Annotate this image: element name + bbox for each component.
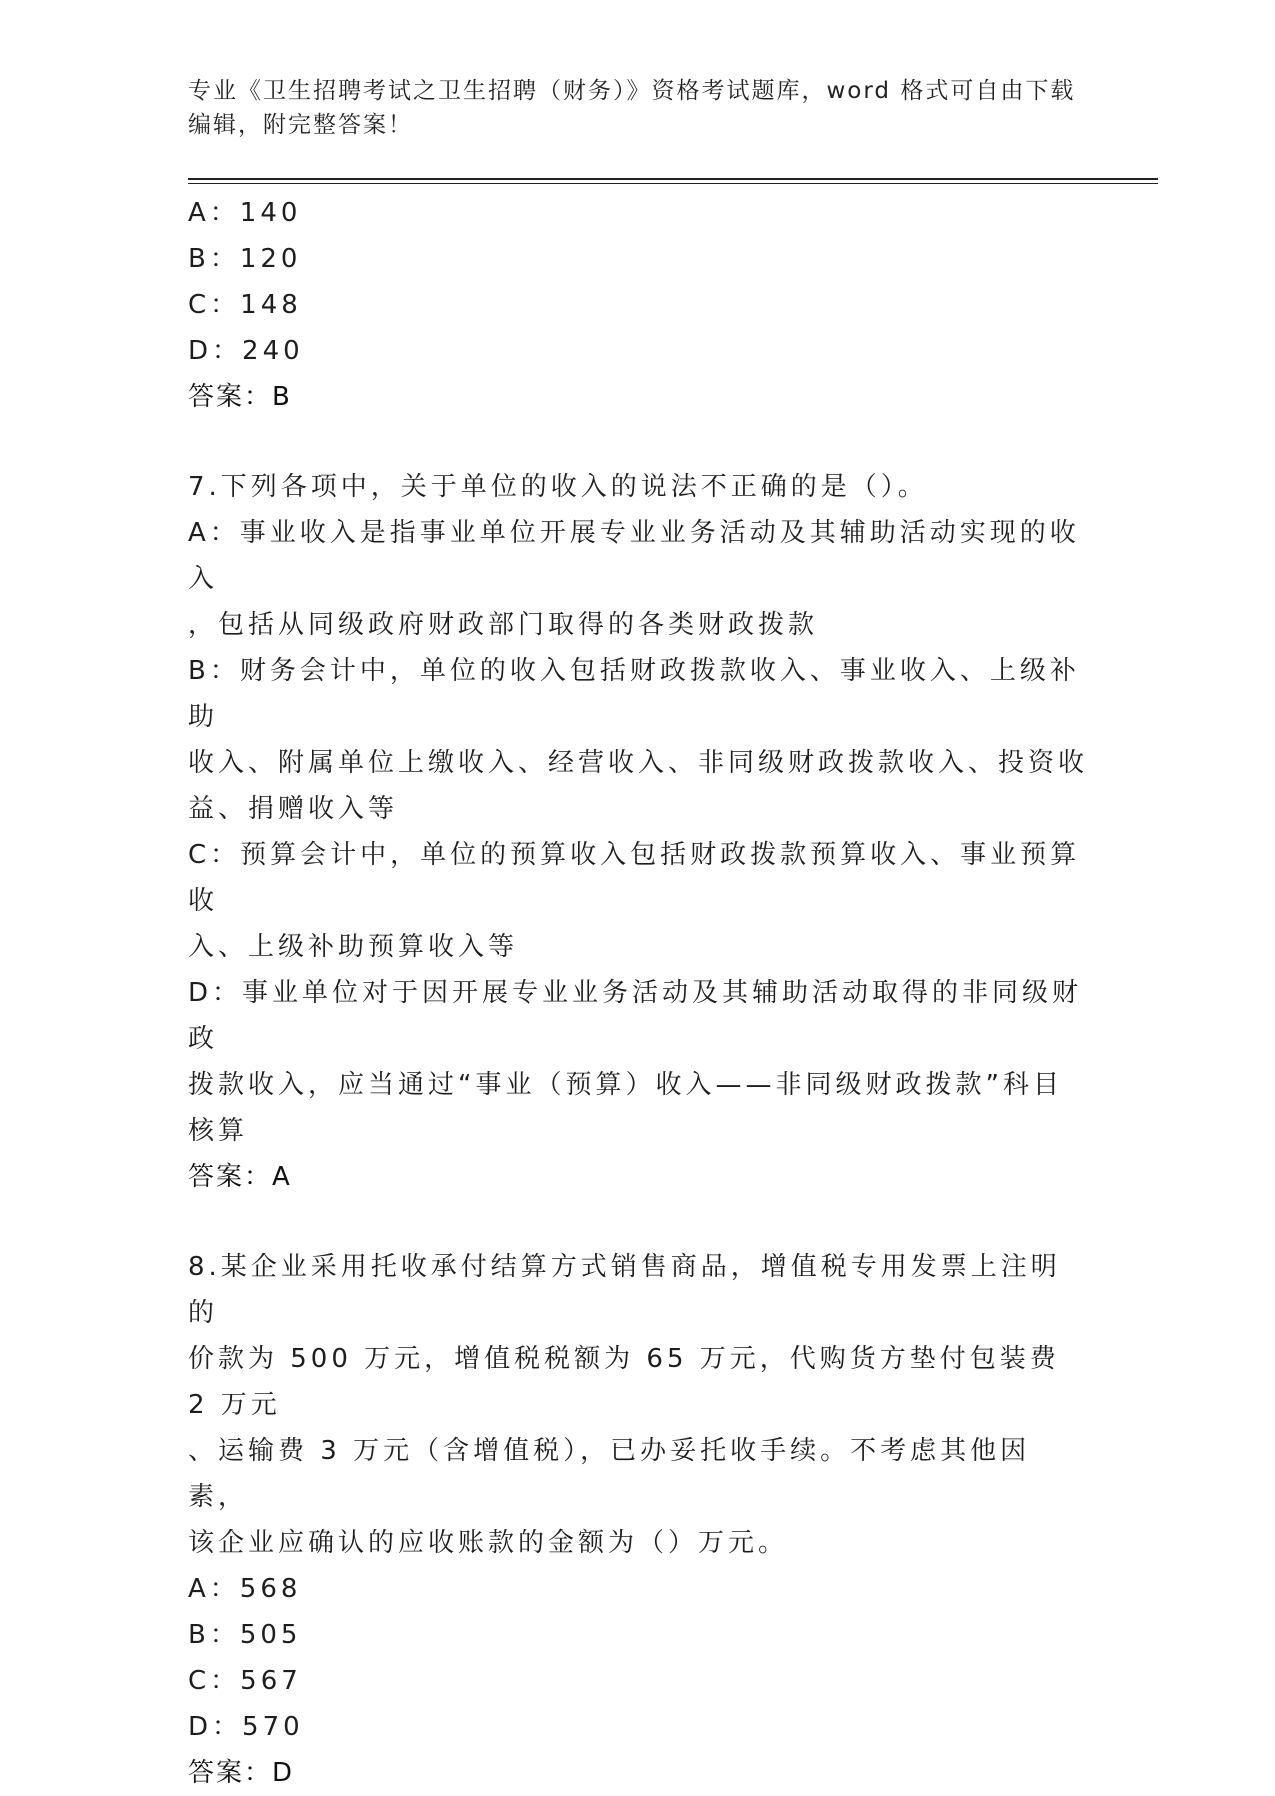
question-8-stem-line-3: 、运输费 3 万元（含增值税），已办妥托收手续。不考虑其他因素， [188, 1436, 1031, 1512]
option-a-line-1: A：事业收入是指事业单位开展专业业务活动及其辅助活动实现的收入 [188, 518, 1080, 594]
question-7-answer: 答案：A [188, 1162, 292, 1192]
option-b: B：505 [188, 1620, 302, 1650]
question-7 [188, 464, 1088, 1200]
option-d-line-3: 核算 [188, 1116, 249, 1146]
question-6-options [188, 190, 1088, 374]
header-divider-thin [188, 183, 1158, 184]
option-c-line-1: C：预算会计中，单位的预算收入包括财政拨款预算收入、事业预算收 [188, 840, 1081, 916]
option-b: B：120 [188, 244, 302, 274]
question-8-stem-line-4: 该企业应确认的应收账款的金额为（）万元。 [188, 1528, 789, 1558]
page-header [188, 74, 1088, 142]
option-c: C：567 [188, 1666, 302, 1696]
header-line-1: 专业《卫生招聘考试之卫生招聘（财务）》资格考试题库，word 格式可自由下载 [188, 78, 1076, 104]
option-a-line-2: ，包括从同级政府财政部门取得的各类财政拨款 [188, 610, 819, 640]
header-divider-thick [188, 178, 1158, 180]
question-7-stem: 7.下列各项中，关于单位的收入的说法不正确的是（）。 [188, 472, 928, 502]
option-a: A：568 [188, 1574, 302, 1604]
option-c: C：148 [188, 290, 302, 320]
header-line-2: 编辑，附完整答案！ [188, 112, 413, 138]
option-d: D：240 [188, 336, 304, 366]
option-a: A：140 [188, 198, 302, 228]
option-d-line-1: D：事业单位对于因开展专业业务活动及其辅助活动取得的非同级财政 [188, 978, 1083, 1054]
spacer [188, 1200, 1088, 1244]
option-b-line-1: B：财务会计中，单位的收入包括财政拨款收入、事业收入、上级补助 [188, 656, 1080, 732]
option-c-line-2: 入、上级补助预算收入等 [188, 932, 519, 962]
option-b-line-3: 益、捐赠收入等 [188, 794, 399, 824]
question-8-answer: 答案：D [188, 1758, 295, 1788]
question-6-answer: 答案：B [188, 382, 292, 412]
question-content [188, 190, 1088, 1796]
spacer [188, 420, 1088, 464]
question-8-stem-line-1: 8.某企业采用托收承付结算方式销售商品，增值税专用发票上注明的 [188, 1252, 1061, 1328]
option-b-line-2: 收入、附属单位上缴收入、经营收入、非同级财政拨款收入、投资收 [188, 748, 1089, 778]
question-8-stem-line-2: 价款为 500 万元，增值税税额为 65 万元，代购货方垫付包装费 2 万元 [188, 1344, 1073, 1420]
option-d-line-2: 拨款收入，应当通过“事业（预算）收入——非同级财政拨款”科目 [188, 1070, 1063, 1100]
question-8 [188, 1244, 1088, 1796]
option-d: D：570 [188, 1712, 304, 1742]
